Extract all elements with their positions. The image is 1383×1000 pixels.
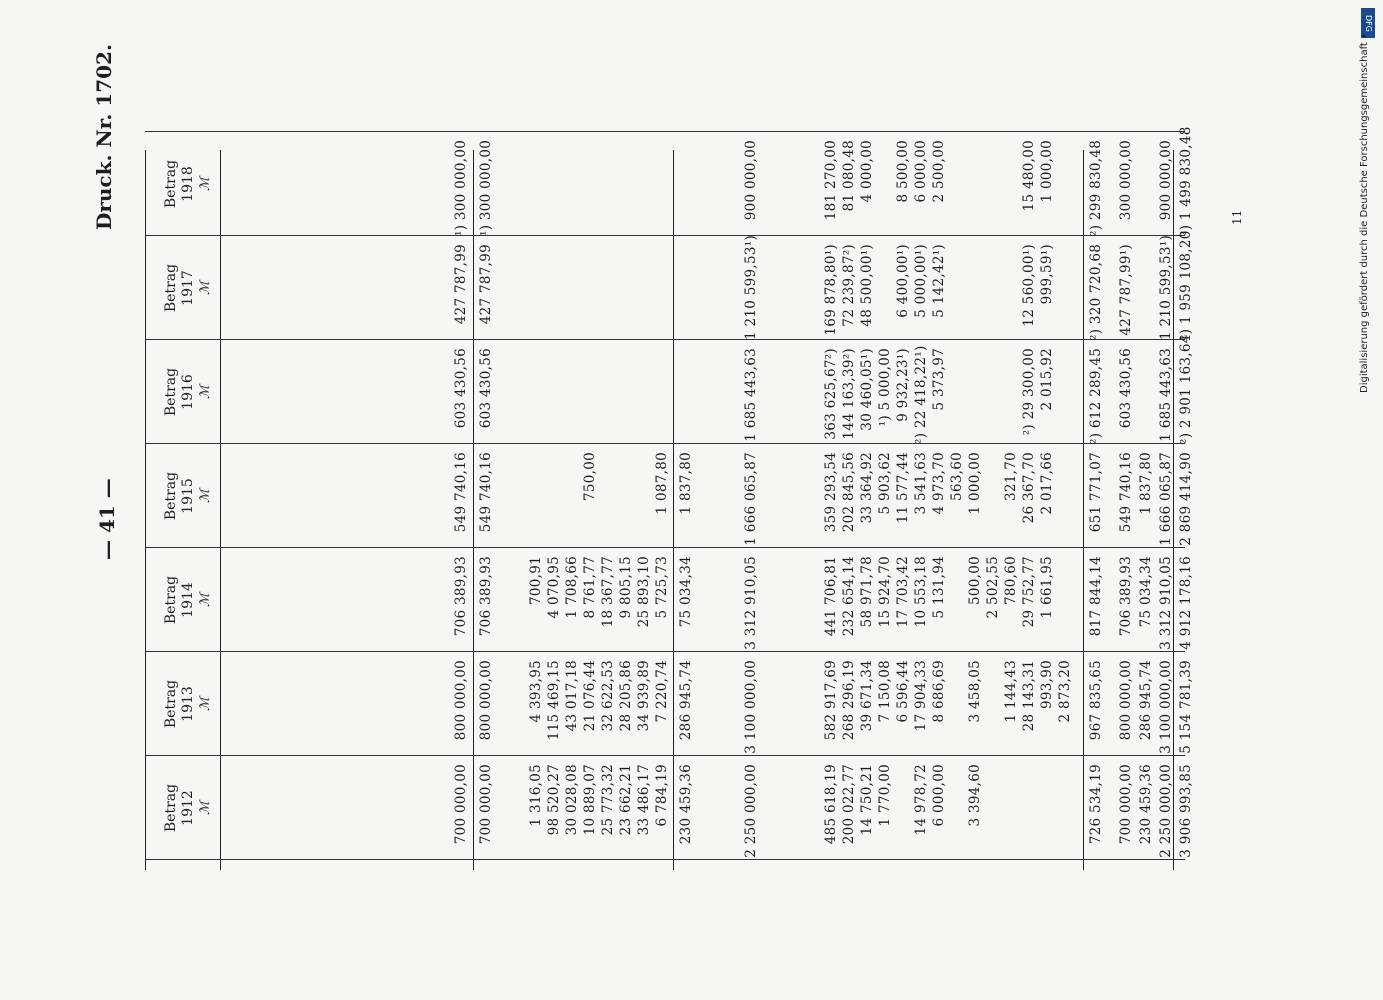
table-cell: 800 000,00 — [1118, 660, 1134, 741]
table-cell: 268 296,19 — [841, 660, 857, 741]
table-cell: 3 100 000,00 — [1158, 660, 1174, 754]
table-cell: 900 000,00 — [1158, 140, 1174, 221]
table-cell: ²) 22 418,22¹) — [913, 345, 929, 444]
table-cell: 10 889,07 — [582, 764, 598, 836]
table-cell: 5 142,42¹) — [931, 244, 947, 318]
table-cell: 72 239,87²) — [841, 244, 857, 327]
table-cell: 8 500,00 — [895, 140, 911, 203]
table-cell: 200 022,77 — [841, 764, 857, 845]
table-cell: 286 945,74 — [1138, 660, 1154, 741]
table-cell: 4 000,00 — [859, 140, 875, 203]
table-cell: 993,90 — [1039, 660, 1055, 710]
table-cell: 30 460,05¹) — [859, 348, 875, 431]
table-cell: 23 662,21 — [618, 764, 634, 836]
table-cell: 3 312 910,05 — [743, 556, 759, 650]
rule-line — [473, 150, 474, 870]
table-cell: 780,60 — [1003, 556, 1019, 606]
table-cell: 900 000,00 — [743, 140, 759, 221]
table-cell: 700 000,00 — [453, 764, 469, 845]
column-year: 1917 — [180, 270, 196, 306]
table-cell: 1 210 599,53¹) — [1158, 234, 1174, 340]
rule-line — [1083, 150, 1084, 870]
table-cell: 33 364,92 — [859, 452, 875, 524]
table-cell: 28 143,31 — [1021, 660, 1037, 732]
table-cell: ¹) 5 000,00 — [877, 348, 893, 427]
table-cell: 321,70 — [1003, 452, 1019, 502]
table-cell: 3 312 910,05 — [1158, 556, 1174, 650]
table-cell: 706 389,93 — [1118, 556, 1134, 637]
table-cell: 10 553,18 — [913, 556, 929, 628]
column-title: Betrag — [163, 263, 179, 313]
table-cell: 4 973,70 — [931, 452, 947, 515]
column-year: 1916 — [180, 374, 196, 410]
table-cell: 4 070,95 — [546, 556, 562, 619]
table-cell: 3 394,60 — [967, 764, 983, 827]
column-header-1918 — [163, 154, 214, 214]
column-unit: ℳ — [198, 281, 213, 295]
column-unit: ℳ — [198, 385, 213, 399]
table-cell: 549 740,16 — [1118, 452, 1134, 533]
column-unit: ℳ — [198, 489, 213, 503]
table-cell: 3 541,63 — [913, 452, 929, 515]
rule-line — [673, 150, 674, 870]
table-cell: 81 080,48 — [841, 140, 857, 212]
table-cell: 1 837,80 — [1138, 452, 1154, 515]
table-cell: 3 458,05 — [967, 660, 983, 723]
column-title: Betrag — [163, 575, 179, 625]
table-cell: 48 500,00¹) — [859, 244, 875, 327]
table-cell: 1 000,00 — [967, 452, 983, 515]
table-cell: 2 869 414,90 — [1178, 452, 1194, 546]
table-cell: 5 131,94 — [931, 556, 947, 619]
table-cell: ²) 299 830,48 — [1088, 139, 1104, 236]
dfg-credit — [1359, 8, 1379, 393]
table-cell: 1 837,80 — [678, 452, 694, 515]
table-cell: 6 596,44 — [895, 660, 911, 723]
table-cell: 750,00 — [582, 452, 598, 502]
table-cell: 7 150,08 — [877, 660, 893, 723]
column-unit: ℳ — [198, 593, 213, 607]
table-cell: 18 367,77 — [600, 556, 616, 628]
table-cell: 9 932,23¹) — [895, 348, 911, 422]
table-cell: 6 000,00 — [931, 764, 947, 827]
table-cell: 726 534,19 — [1088, 764, 1104, 845]
page-number: 11 — [1230, 209, 1244, 225]
table-cell: 17 703,42 — [895, 556, 911, 628]
table-cell: 1 770,00 — [877, 764, 893, 827]
table-cell: 2 017,66 — [1039, 452, 1055, 515]
table-cell: 1 210 599,53¹) — [743, 234, 759, 340]
table-cell: 700,91 — [528, 556, 544, 606]
table-cell: 25 773,32 — [600, 764, 616, 836]
column-unit: ℳ — [198, 697, 213, 711]
column-header-1915 — [163, 466, 214, 526]
column-header-1916 — [163, 362, 214, 422]
table-cell: 1 316,05 — [528, 764, 544, 827]
table-cell: 363 625,67²) — [823, 348, 839, 440]
table-cell: 144 163,39²) — [841, 348, 857, 440]
table-cell: 5 725,73 — [654, 556, 670, 619]
table-cell: 300 000,00 — [1118, 140, 1134, 221]
table-cell: 2 500,00 — [931, 140, 947, 203]
dfg-caption: Digitalisierung gefördert durch die Deutsche Forschungsgemeinschaft • — [1359, 33, 1370, 393]
column-year: 1914 — [180, 582, 196, 618]
table-cell: 5 903,62 — [877, 452, 893, 515]
table-cell: 6 784,19 — [654, 764, 670, 827]
column-year: 1912 — [180, 790, 196, 826]
table-cell: 651 771,07 — [1088, 452, 1104, 533]
column-title: Betrag — [163, 159, 179, 209]
table-cell: 232 654,14 — [841, 556, 857, 637]
document-reference: Druck. Nr. 1702. — [92, 44, 116, 230]
column-unit: ℳ — [198, 177, 213, 191]
table-cell: 2 250 000,00 — [743, 764, 759, 858]
table-cell: 4 393,95 — [528, 660, 544, 723]
table-cell: 2 502,55 — [985, 556, 1001, 619]
table-cell: 75 034,34 — [678, 556, 694, 628]
table-cell: 7 220,74 — [654, 660, 670, 723]
table-cell: 169 878,80¹) — [823, 244, 839, 336]
column-header-1917 — [163, 258, 214, 318]
table-cell: 5 000,00¹) — [913, 244, 929, 318]
table-cell: 3 100 000,00 — [743, 660, 759, 754]
table-cell: 14 750,21 — [859, 764, 875, 836]
column-year: 1913 — [180, 686, 196, 722]
table-cell: ¹) 300 000,00 — [478, 139, 494, 236]
table-cell: 58 971,78 — [859, 556, 875, 628]
table-cell: 11 577,44 — [895, 452, 911, 524]
table-cell: 1 087,80 — [654, 452, 670, 515]
column-title: Betrag — [163, 367, 179, 417]
table-cell: 427 787,99 — [453, 244, 469, 325]
table-cell: 427 787,99 — [478, 244, 494, 325]
table-cell: 17 904,33 — [913, 660, 929, 732]
table-cell: 30 028,08 — [564, 764, 580, 836]
table-cell: ²) 1 959 108,20 — [1178, 230, 1194, 340]
table-cell: 6 000,00 — [913, 140, 929, 203]
table-cell: 29 752,77 — [1021, 556, 1037, 628]
rule-line — [145, 150, 146, 870]
table-cell: 1 661,95 — [1039, 556, 1055, 619]
table-cell: 427 787,99¹) — [1118, 244, 1134, 336]
table-cell: 15 480,00 — [1021, 140, 1037, 212]
table-cell: 500,00 — [967, 556, 983, 606]
table-cell: 1 685 443,63 — [743, 348, 759, 442]
column-title: Betrag — [163, 783, 179, 833]
table-cell: 9 805,15 — [618, 556, 634, 619]
table-cell: 21 076,44 — [582, 660, 598, 732]
column-unit: ℳ — [198, 801, 213, 815]
table-cell: 75 034,34 — [1138, 556, 1154, 628]
column-header-1913 — [163, 674, 214, 734]
table-cell: 4 912 178,16 — [1178, 556, 1194, 650]
table-cell: 28 205,86 — [618, 660, 634, 732]
table-cell: 2 250 000,00 — [1158, 764, 1174, 858]
table-cell: 33 486,17 — [636, 764, 652, 836]
table-cell: ²) 29 300,00 — [1021, 348, 1037, 436]
table-cell: 43 017,18 — [564, 660, 580, 732]
table-cell: 706 389,93 — [478, 556, 494, 637]
column-title: Betrag — [163, 471, 179, 521]
table-cell: 603 430,56 — [1118, 348, 1134, 429]
table-cell: 15 924,70 — [877, 556, 893, 628]
table-cell: 800 000,00 — [478, 660, 494, 741]
table-cell: 999,59¹) — [1039, 244, 1055, 305]
column-header-1912 — [163, 778, 214, 838]
column-year: 1915 — [180, 478, 196, 514]
financial-table — [145, 126, 1194, 870]
table-cell: 12 560,00¹) — [1021, 244, 1037, 327]
table-cell: 967 835,65 — [1088, 660, 1104, 741]
table-cell: 800 000,00 — [453, 660, 469, 741]
column-divider — [145, 131, 1185, 132]
table-cell: 39 671,34 — [859, 660, 875, 732]
table-cell: 32 622,53 — [600, 660, 616, 732]
table-cell: 286 945,74 — [678, 660, 694, 741]
table-cell: ²) 612 289,45 — [1088, 347, 1104, 444]
rule-line — [1173, 150, 1174, 870]
dfg-logo: DFG — [1361, 8, 1375, 38]
table-cell: 2 873,20 — [1057, 660, 1073, 723]
table-cell: 1 708,66 — [564, 556, 580, 619]
table-cell: 817 844,14 — [1088, 556, 1104, 637]
table-cell: 359 293,54 — [823, 452, 839, 533]
table-cell: 3 906 993,85 — [1178, 764, 1194, 858]
table-cell: 706 389,93 — [453, 556, 469, 637]
page-header-number: — 41 — — [95, 478, 119, 560]
table-cell: 441 706,81 — [823, 556, 839, 637]
table-cell: 181 270,00 — [823, 140, 839, 221]
table-cell: 603 430,56 — [478, 348, 494, 429]
table-cell: 563,60 — [949, 452, 965, 502]
table-cell: 485 618,19 — [823, 764, 839, 845]
table-cell: 549 740,16 — [453, 452, 469, 533]
table-cell: 8 686,69 — [931, 660, 947, 723]
table-cell: 1 144,43 — [1003, 660, 1019, 723]
table-cell: 1 000,00 — [1039, 140, 1055, 203]
table-cell: 700 000,00 — [478, 764, 494, 845]
table-cell: 582 917,69 — [823, 660, 839, 741]
table-cell: ²) 1 499 830,48 — [1178, 126, 1194, 236]
table-cell: 5 154 781,39 — [1178, 660, 1194, 754]
table-cell: 8 761,77 — [582, 556, 598, 619]
table-cell: 5 373,97 — [931, 348, 947, 411]
column-year: 1918 — [180, 166, 196, 202]
table-cell: 1 666 065,87 — [1158, 452, 1174, 546]
rule-line — [220, 150, 221, 870]
table-cell: 1 666 065,87 — [743, 452, 759, 546]
table-cell: 25 893,10 — [636, 556, 652, 628]
table-cell: 34 939,89 — [636, 660, 652, 732]
table-cell: ¹) 300 000,00 — [453, 139, 469, 236]
table-cell: 202 845,56 — [841, 452, 857, 533]
table-cell: ²) 320 720,68 — [1088, 243, 1104, 340]
table-cell: 6 400,00¹) — [895, 244, 911, 318]
table-cell: 230 459,36 — [678, 764, 694, 845]
column-header-1914 — [163, 570, 214, 630]
table-cell: 2 015,92 — [1039, 348, 1055, 411]
table-cell: 14 978,72 — [913, 764, 929, 836]
table-cell: 1 685 443,63 — [1158, 348, 1174, 442]
table-cell: 98 520,27 — [546, 764, 562, 836]
table-cell: 549 740,16 — [478, 452, 494, 533]
table-cell: 115 469,15 — [546, 660, 562, 741]
table-cell: 603 430,56 — [453, 348, 469, 429]
column-title: Betrag — [163, 679, 179, 729]
table-cell: 700 000,00 — [1118, 764, 1134, 845]
table-cell: ²) 2 901 163,64 — [1178, 334, 1194, 444]
table-cell: 26 367,70 — [1021, 452, 1037, 524]
table-cell: 230 459,36 — [1138, 764, 1154, 845]
